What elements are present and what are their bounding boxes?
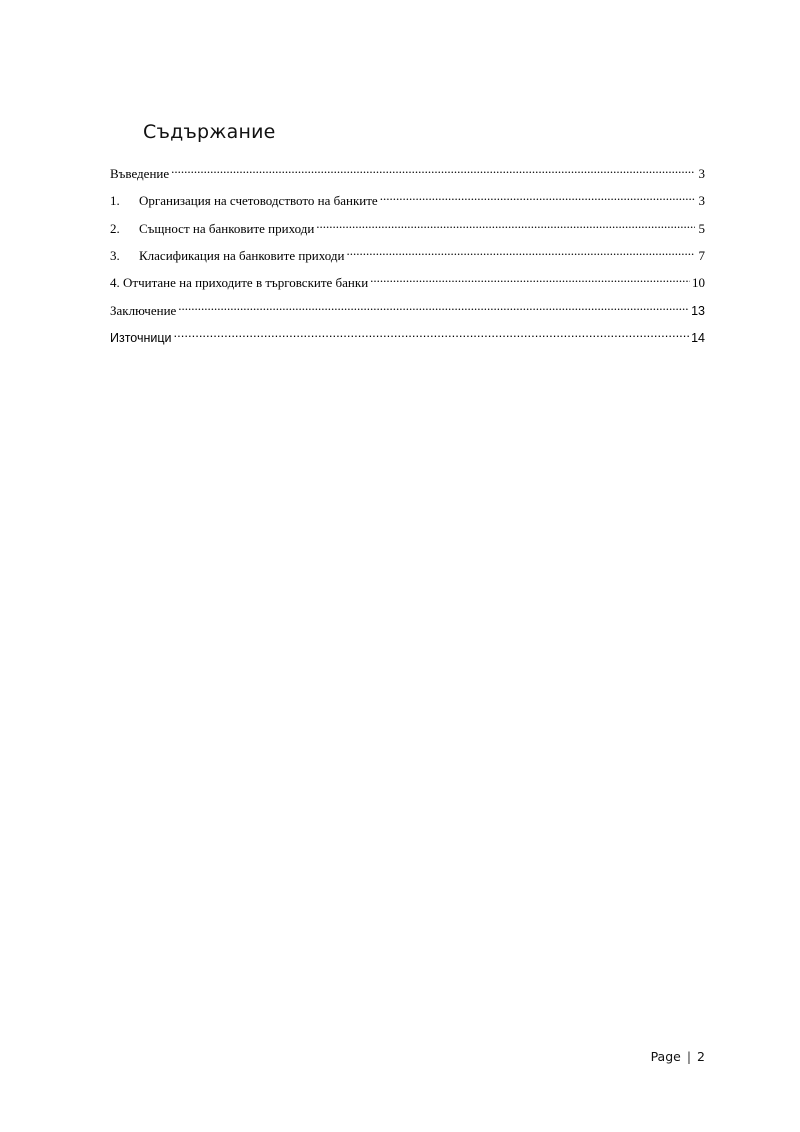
toc-entry-page: 3: [698, 193, 705, 208]
footer-page-number: 2: [697, 1049, 705, 1064]
toc-dot-leader: [346, 242, 695, 260]
page-footer: [651, 1049, 705, 1064]
toc-entry-essence[interactable]: [110, 215, 705, 236]
toc-entry-accounting[interactable]: [110, 269, 705, 290]
toc-dot-leader: [370, 269, 690, 287]
toc-entry-text: Въведение: [110, 166, 170, 181]
toc-entry-page: 5: [698, 221, 705, 236]
toc-entry-page: 3: [698, 166, 705, 181]
toc-entry-conclusion[interactable]: [110, 297, 705, 318]
toc-title: Съдържание: [143, 121, 276, 143]
footer-page-label: Page: [650, 1049, 681, 1064]
toc-entry-introduction[interactable]: [110, 160, 705, 181]
footer-separator: |: [686, 1049, 692, 1064]
toc-entry-sources[interactable]: [110, 324, 705, 345]
toc-entry-number: 2.: [110, 221, 120, 236]
toc-dot-leader: [380, 187, 695, 205]
toc-entry-page: 14: [691, 331, 705, 345]
toc-entry-text: Същност на банковите приходи: [139, 221, 315, 236]
toc-entry-text: Заключение: [110, 303, 177, 318]
toc-entry-text: 4. Отчитане на приходите в търговските банки: [110, 275, 369, 290]
toc-dot-leader: [316, 215, 695, 233]
toc-entry-number: 1.: [110, 193, 120, 208]
toc-dot-leader: [174, 324, 690, 342]
toc-entry-page: 10: [692, 275, 705, 290]
toc-entry-page: 7: [698, 248, 705, 263]
toc-dot-leader: [178, 297, 689, 315]
toc-entry-page: 13: [691, 304, 705, 318]
toc-entry-text: Източници: [110, 331, 172, 345]
toc-entry-text: Организация на счетоводството на банките: [139, 193, 378, 208]
toc-entry-number: 3.: [110, 248, 120, 263]
toc-entry-classification[interactable]: [110, 242, 705, 263]
toc-dot-leader: [171, 160, 695, 178]
toc-entry-text: Класификация на банковите приходи: [139, 248, 345, 263]
toc-entry-organization[interactable]: [110, 187, 705, 208]
